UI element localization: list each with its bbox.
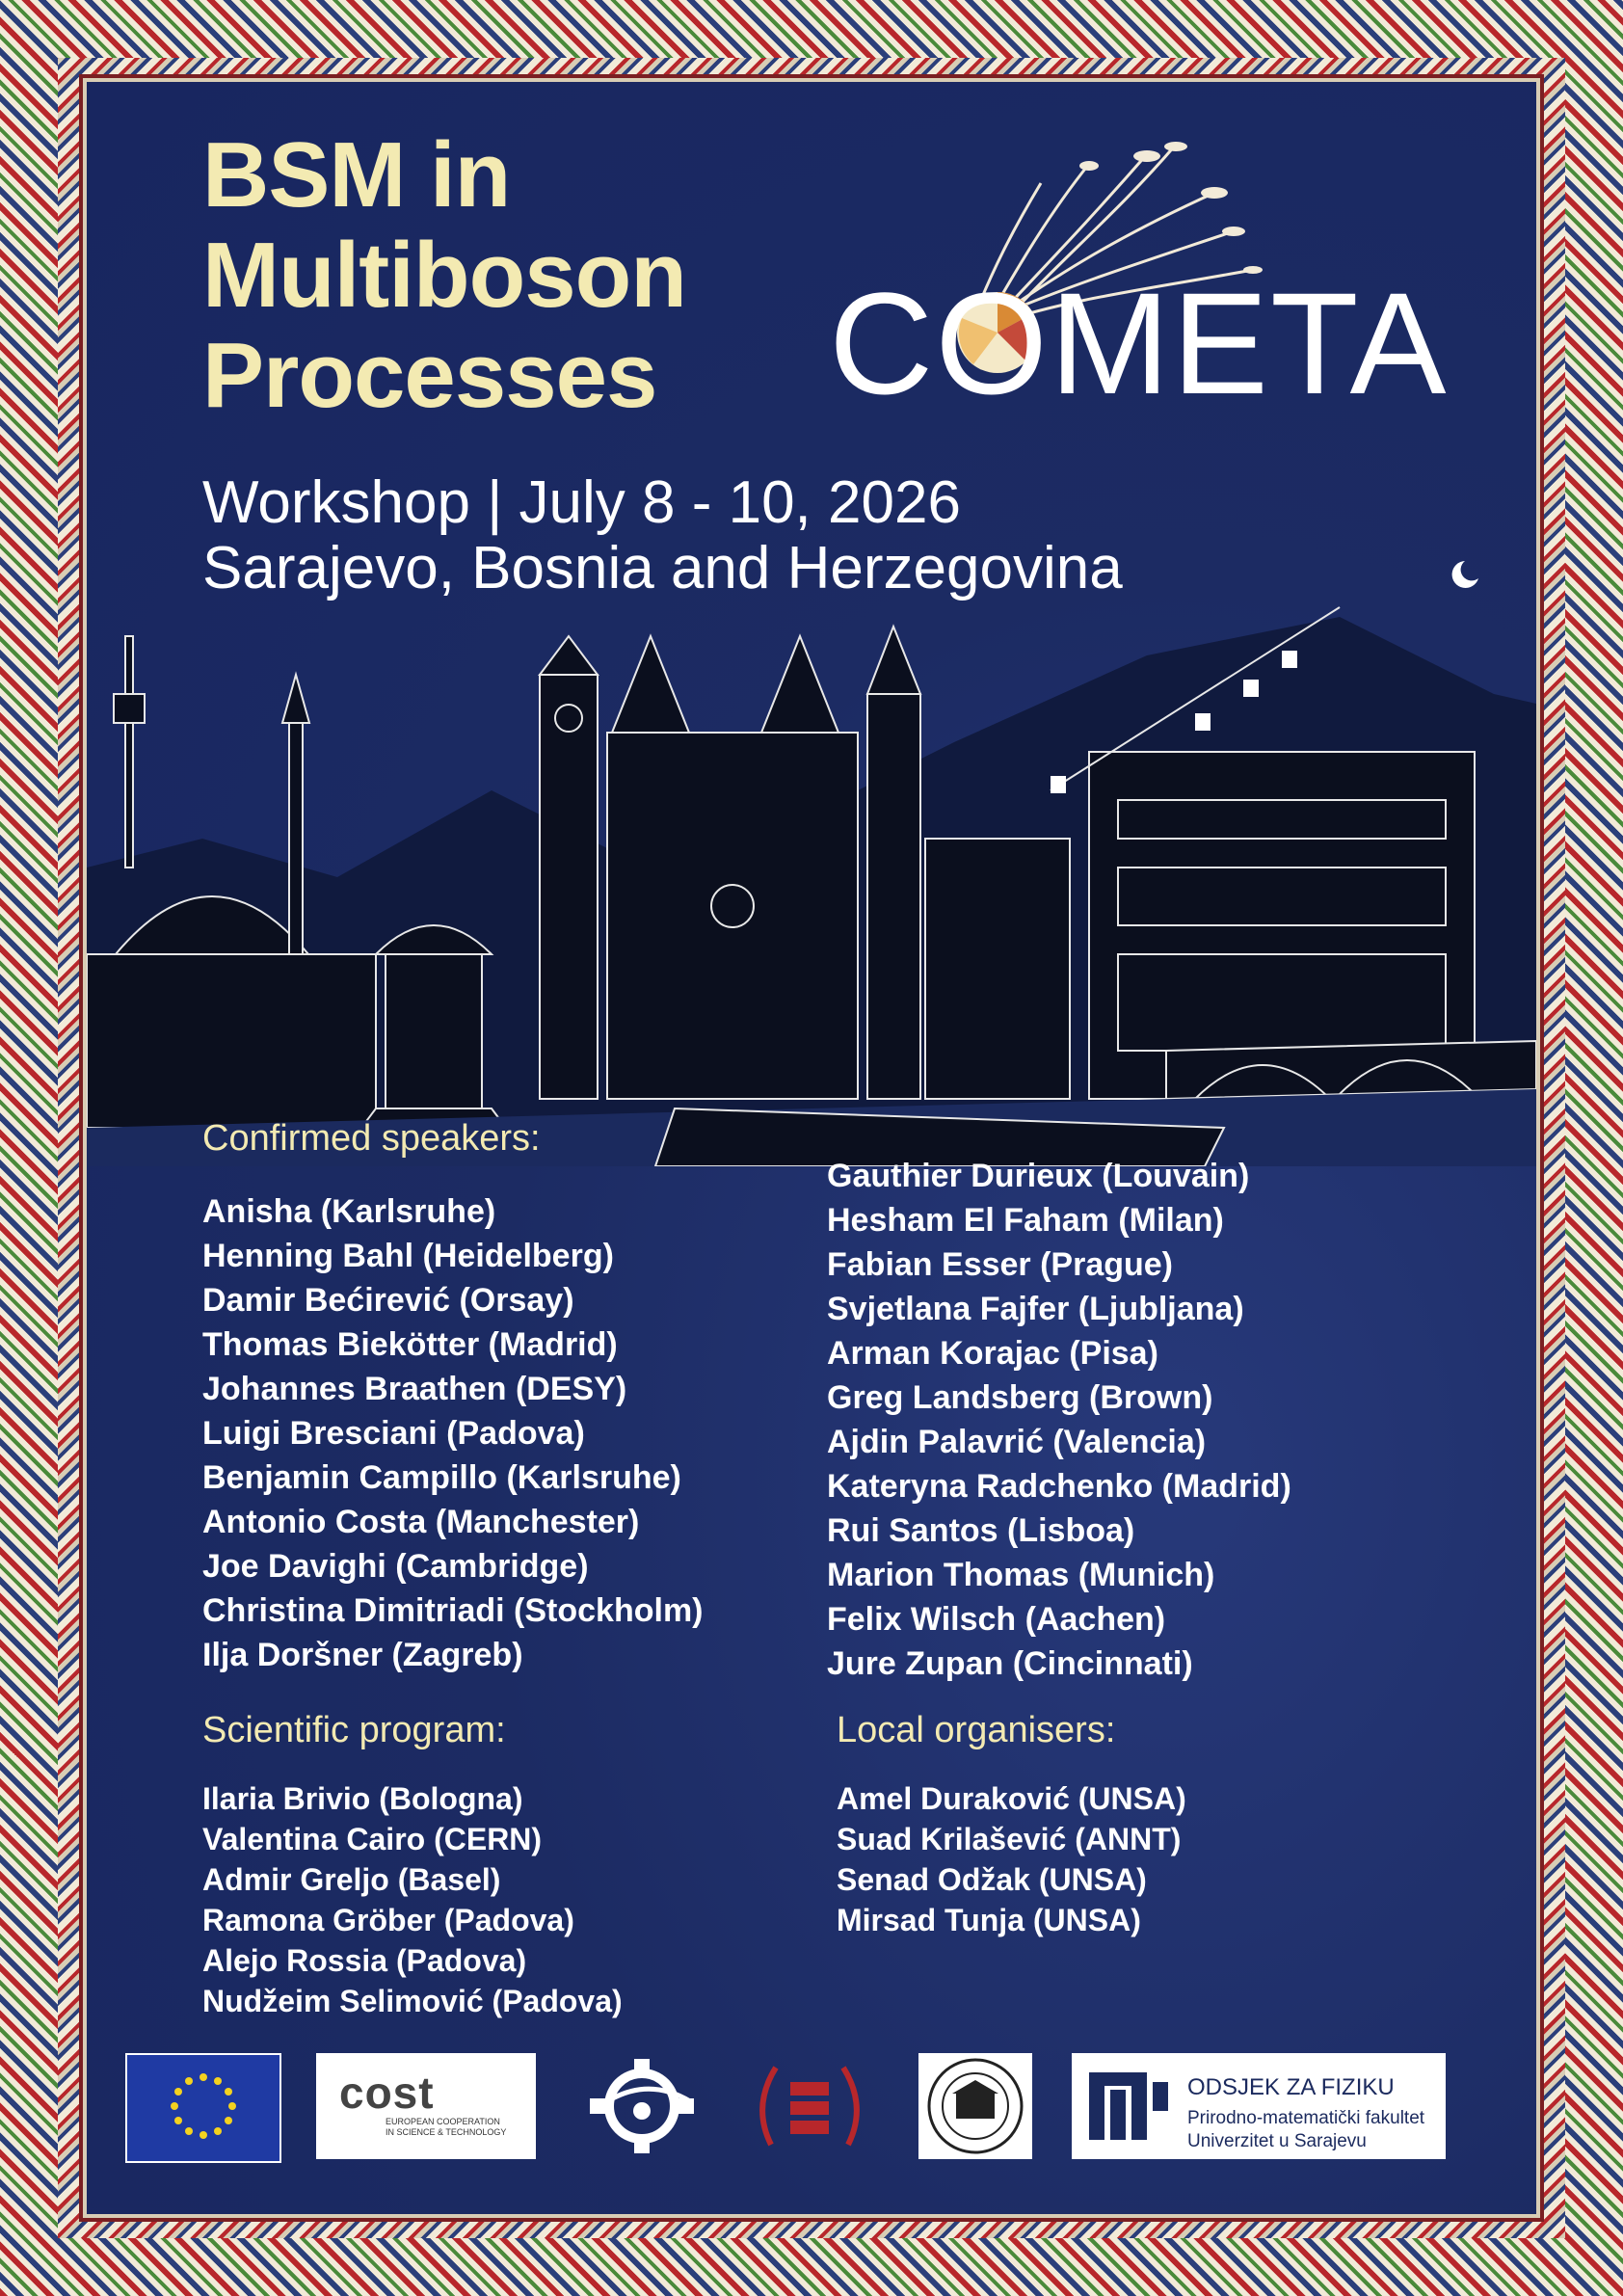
- cost-subtitle: [386, 2117, 506, 2138]
- eu-stars-icon: [127, 2055, 279, 2157]
- local-organisers-list: [837, 1778, 1186, 1940]
- list-item: Ramona Gröber (Padova): [202, 1903, 574, 1937]
- poster-title: [202, 125, 686, 426]
- list-item: Rui Santos (Lisboa): [827, 1512, 1135, 1549]
- list-item: Valentina Cairo (CERN): [202, 1822, 543, 1856]
- list-item: Arman Korajac (Pisa): [827, 1335, 1158, 1372]
- cost-wordmark: cost: [339, 2068, 435, 2118]
- eu-flag-logo: [125, 2053, 281, 2163]
- cost-subtitle-line-1: EUROPEAN COOPERATION: [386, 2117, 500, 2126]
- list-item: Senad Odžak (UNSA): [837, 1862, 1147, 1897]
- title-line-1: BSM in: [202, 123, 511, 227]
- list-item: Admir Greljo (Basel): [202, 1862, 501, 1897]
- cost-logo: [316, 2053, 536, 2159]
- moon-icon: [1452, 561, 1478, 588]
- list-item: Johannes Braathen (DESY): [202, 1371, 627, 1407]
- university-seal-logo: [918, 2053, 1032, 2159]
- confirmed-speakers-col-2: [827, 1154, 1291, 1686]
- sponsor-logos: [125, 2053, 1513, 2169]
- list-item: Suad Krilašević (ANNT): [837, 1822, 1182, 1856]
- laurel-wreath-icon: [742, 2053, 877, 2159]
- scientific-program-list: [202, 1778, 623, 2021]
- cometa-wordmark: COMETA: [829, 262, 1449, 424]
- list-item: Benjamin Campillo (Karlsruhe): [202, 1459, 681, 1496]
- list-item: Alejo Rossia (Padova): [202, 1943, 527, 1978]
- odsjek-university: Univerzitet u Sarajevu: [1187, 2131, 1367, 2151]
- list-item: Kateryna Radchenko (Madrid): [827, 1468, 1291, 1505]
- list-item: Joe Davighi (Cambridge): [202, 1548, 589, 1585]
- cometa-logo: [829, 125, 1449, 424]
- scientific-program-heading: Scientific program:: [202, 1710, 506, 1750]
- list-item: Fabian Esser (Prague): [827, 1246, 1174, 1283]
- odsjek-faculty: Prirodno-matematički fakultet: [1187, 2108, 1425, 2128]
- list-item: Ilaria Brivio (Bologna): [202, 1781, 523, 1816]
- list-item: Henning Bahl (Heidelberg): [202, 1238, 614, 1274]
- confirmed-speakers-col-1: [202, 1189, 704, 1677]
- list-item: Thomas Biekötter (Madrid): [202, 1326, 618, 1363]
- university-seal-icon: [918, 2053, 1032, 2159]
- anubih-logo: [742, 2053, 877, 2159]
- local-organisers-heading: Local organisers:: [837, 1710, 1116, 1750]
- sarajevo-skyline-illustration: [87, 549, 1536, 1166]
- list-item: Felix Wilsch (Aachen): [827, 1601, 1166, 1638]
- list-item: Christina Dimitriadi (Stockholm): [202, 1592, 704, 1629]
- list-item: Ilja Doršner (Zagreb): [202, 1637, 523, 1673]
- cost-subtitle-line-2: IN SCIENCE & TECHNOLOGY: [386, 2127, 507, 2137]
- gear-icon: [574, 2053, 709, 2159]
- list-item: Luigi Bresciani (Padova): [202, 1415, 585, 1452]
- odsjek-za-fiziku-logo: [1072, 2053, 1446, 2159]
- list-item: Damir Bećirević (Orsay): [202, 1282, 574, 1319]
- list-item: Marion Thomas (Munich): [827, 1557, 1215, 1593]
- odsjek-subtitle: [1187, 2107, 1424, 2153]
- list-item: Mirsad Tunja (UNSA): [837, 1903, 1141, 1937]
- odsjek-title: ODSJEK ZA FIZIKU: [1187, 2074, 1395, 2100]
- event-dates: Workshop | July 8 - 10, 2026: [202, 469, 961, 536]
- list-item: Amel Duraković (UNSA): [837, 1781, 1186, 1816]
- confirmed-speakers-heading: Confirmed speakers:: [202, 1118, 541, 1159]
- gear-logo: [574, 2053, 709, 2159]
- list-item: Hesham El Faham (Milan): [827, 1202, 1224, 1239]
- list-item: Gauthier Durieux (Louvain): [827, 1158, 1250, 1194]
- event-location: Sarajevo, Bosnia and Herzegovina: [202, 535, 1123, 601]
- list-item: Greg Landsberg (Brown): [827, 1379, 1213, 1416]
- list-item: Ajdin Palavrić (Valencia): [827, 1424, 1207, 1460]
- list-item: Antonio Costa (Manchester): [202, 1504, 640, 1540]
- pmf-monogram-icon: [1078, 2053, 1184, 2159]
- list-item: Svjetlana Fajfer (Ljubljana): [827, 1291, 1244, 1327]
- list-item: Jure Zupan (Cincinnati): [827, 1645, 1193, 1682]
- title-line-2: Multiboson: [202, 224, 686, 327]
- title-line-3: Processes: [202, 324, 657, 427]
- list-item: Nudžeim Selimović (Padova): [202, 1984, 623, 2018]
- list-item: Anisha (Karlsruhe): [202, 1193, 496, 1230]
